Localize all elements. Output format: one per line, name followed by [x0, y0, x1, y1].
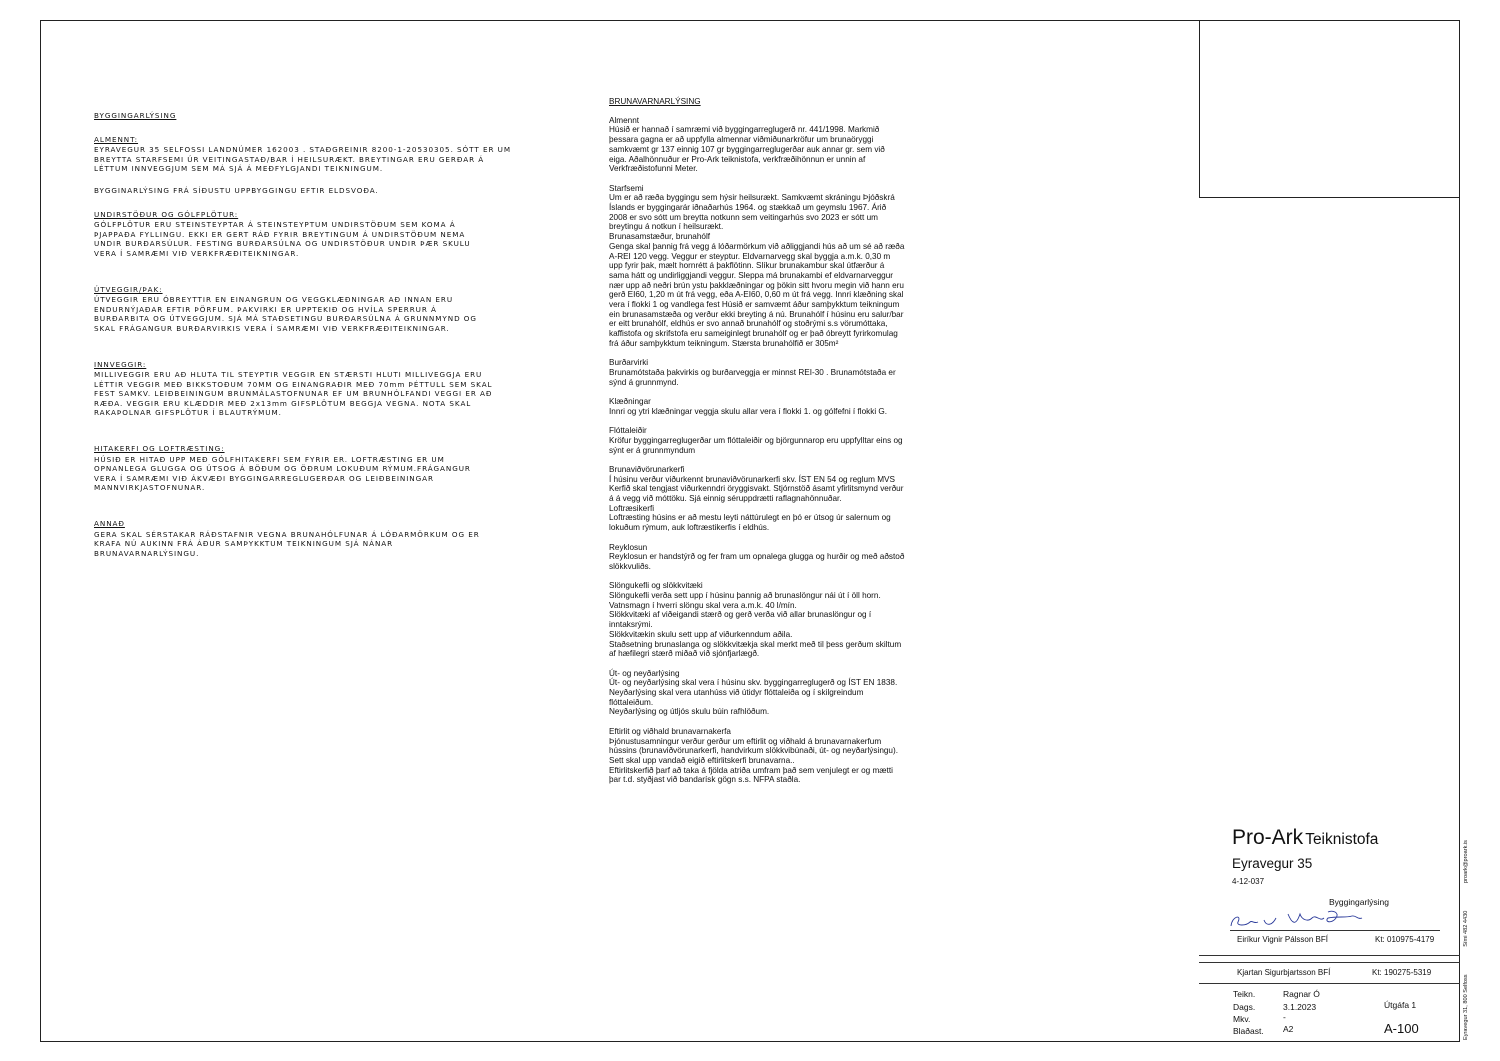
fire-section-title: Brunaviðvörunarkerfi: [609, 464, 685, 474]
section-heading: ALMENNT:: [94, 134, 139, 144]
fire-section: [609, 426, 939, 455]
section-body: HÚSIÐ ER HITAÐ UPP MEÐ GÓLFHITAKERFI SEM FYRIR ER. LOFTRÆSTING ER UM OPNANLEGA GLUGGA OG ÚTSOG Á BÖÐUM OG ÖÐRUM LOKUÐUM RÝMUM.FRÁGANGUR VERA Í SAMRÆMI VIÐ ÁKVÆÐI BYGGINGARREGLUGERÐAR OG LEIÐBEININGAR MANNVIRKJASTOFNUNAR.: [94, 454, 471, 493]
section-heading: HITAKERFI OG LOFTRÆSTING:: [94, 444, 225, 454]
signature-text: Eiríkur Vignir Pálsson: [1228, 932, 1238, 933]
designer-2-name: Kjartan Sigurbjartsson BFÍ: [1237, 968, 1331, 977]
fire-section-title: Eftirlit og viðhald brunavarnakerfa: [609, 726, 731, 736]
divider: [1199, 955, 1460, 956]
scale-label: Mkv.: [1233, 1014, 1251, 1024]
fire-section: [609, 543, 939, 572]
section-heading: ÚTVEGGIR/ÞAK:: [94, 284, 163, 294]
divider: [1199, 962, 1460, 963]
fire-section: [609, 116, 939, 174]
fire-section: [609, 232, 939, 348]
drawn-by-value: Ragnar Ó: [1283, 989, 1320, 999]
company-name: [1232, 826, 1378, 850]
fire-section-body: Út- og neyðarlýsing skal vera í húsinu skv. byggingarreglugerð og ÍST EN 1838. Neyðarlýsing skal vera utanhúss við útidyr flóttaleiða og í skilgreindum flóttaleiðum. Neyðarlýsing og útljós skulu búin rafhlöðum.: [609, 678, 898, 717]
date-label: Dags.: [1233, 1002, 1256, 1012]
fire-section-title: Flóttaleiðir: [609, 426, 647, 436]
section-heading: UNDIRSTÖÐUR OG GÓLFPLÖTUR:: [94, 209, 239, 219]
fire-section-title: Loftræsikerfi: [609, 503, 655, 513]
fire-section-title: Út- og neyðarlýsing: [609, 668, 680, 678]
company-name-main: Pro-Ark: [1232, 826, 1304, 849]
paper-size-label: Blaðast.: [1233, 1026, 1264, 1036]
version-label: Útgáfa 1: [1384, 1000, 1417, 1010]
section-body: MILLIVEGGIR ERU AÐ HLUTA TIL STEYPTIR VEGGIR EN STÆRSTI HLUTI MILLIVEGGJA ERU LÉTTIR VEGGIR MEÐ BIKKSTOÐUM 70MM OG EINANGRAÐIR MEÐ 70mm ÞÉTTULL SEM SKAL FEST SAMKV. LEIÐBEININGUM BRUNMÁLASTOFNUNAR EF UM BRUNHÓLFANDI VEGGI ER AÐ RÆÐA. VEGGIR ERU KLÆDDIR MEÐ 2x13mm GIFSPLÖTUM BEGGJA VEGNA. NOTA SKAL RAKAÞOLNAR GIFSPLÖTUR Í BLAUTRÝMUM.: [94, 370, 493, 418]
fire-section: [609, 669, 939, 718]
fire-section-body: Loftræsting húsins er að mestu leyti náttúrulegt en þó er útsog úr salernum og lokuðum rýmum, auk loftræstikerfis í eldhús.: [609, 513, 891, 533]
fire-section: [609, 184, 939, 233]
fire-section: [609, 465, 939, 504]
sheet-number: A-100: [1384, 1021, 1419, 1036]
fire-section-title: Almennt: [609, 115, 640, 125]
fire-section-body: Reyklosun er handstýrð og fer fram um opnalega glugga og hurðir og með aðstoð slökkvuliðs.: [609, 552, 905, 571]
section-body: GÓLFPLÖTUR ERU STEINSTEYPTAR Á STEINSTEYPTUM UNDIRSTÖÐUM SEM KOMA Á ÞJAPPAÐA FYLLINGU. EKKI ER GERT RÁÐ FYRIR BREYTINGUM Á UNDIRSTÖÐUM NEMA UNDIR BURÐARSÚLUR. FESTING BURÐARSÚLNA OG UNDIRSTÖÐUR UNDIR ÞÆR SKULU VERA Í SAMRÆMI VIÐ VERKFRÆÐITEIKNINGAR.: [94, 220, 471, 258]
fire-section-body: Húsið er hannað í samræmi við byggingarreglugerð nr. 441/1998. Markmið þessara gagna er að uppfylla almennar viðmiðunarkröfur um brunaöryggi samkvæmt gr 137 einnig 107 gr byggingarreglugerðar auk annar gr. sem við eiga. Aðalhönnuður er Pro-Ark teiknistofa, verkfræðihönnun er unnin af Verkfræðistofunni Meter.: [609, 125, 885, 174]
fire-section-body: Í húsinu verður viðurkennt brunaviðvörunarkerfi skv. ÍST EN 54 og reglum MVS Kerfið skal tengjast viðurkenndri öryggisvakt. Stjórnstöð ásamt yfirlitsmynd verður á á vegg við móttöku. Sjá einnig séruppdrætti raflagnahönnuðar.: [609, 474, 904, 504]
fire-section-body: Kröfur byggingarreglugerðar um flóttaleiðir og björgunnarop eru uppfylltar eins og sýnt er á grunnmyndum: [609, 435, 903, 455]
divider: [1199, 983, 1460, 984]
fire-section-body: Slöngukefli verða sett upp í húsinu þannig að brunaslöngur nái út í öll horn. Vatnsmagn í hverri slöngu skal vera a.m.k. 40 l/mín. Slökkvitæki af viðeigandi stærð og gerð verða við allar brunaslöngur og í inntaksrými. Slökkvitækin skulu sett upp af viðurkenndum aðila. Staðsetning brunaslanga og slökkvitækja skal merkt með til þess gerðum skiltum af hæfilegri stærð miðað við sjónfjarlægð.: [609, 591, 902, 659]
paper-size-value: A2: [1283, 1024, 1294, 1034]
building-description-title: BYGGINGARLÝSING: [94, 111, 177, 120]
divider: [1230, 930, 1440, 931]
fire-section: [609, 397, 939, 416]
company-email: proark@proark.is: [1463, 840, 1469, 883]
building-description: [94, 111, 524, 558]
fire-safety-description: [609, 97, 939, 795]
date-value: 3.1.2023: [1283, 1002, 1317, 1012]
section-body: ÚTVEGGIR ERU ÓBREYTTIR EN EINANGRUN OG VEGGKLÆÐNINGAR AÐ INNAN ERU ENDURNÝJAÐAR EFTIR ÞÖRFUM. ÞAKVIRKI ER UPPTEKIÐ OG HVÍLA SPERRUR Á BURÐARBITA OG ÚTVEGGJUM. SJÁ MÁ STAÐSETINGU BURÐARSÚLNA Á GRUNNMYND OG SKAL FRÁGANGUR BURÐARVIRKIS VERA Í SAMRÆMI VIÐ VERKFRÆÐITEIKNINGAR.: [94, 295, 477, 333]
project-name: Eyravegur 35: [1232, 856, 1313, 871]
scale-value: -: [1283, 1012, 1286, 1022]
fire-section-body: Innri og ytri klæðningar veggja skulu allar vera í flokki 1. og gólfefni í flokki G.: [609, 406, 888, 416]
company-address: Eyravegur 31, 800 Selfoss: [1463, 974, 1469, 1040]
fire-section-body: Gengа skal þannig frá vegg á lóðarmörkum við aðliggjandi hús að um sé að ræða A-REI 120 vegg. Veggur er steyptur. Eldvarnarvegg skal byggja a.m.k. 0,30 m upp fyrir þak, mælt hornrétt á þakflötinn. Slíkur brunakambur skal útfærður á sama hátt og undirliggjandi veggur. Sleppa má brunakambi ef eldvarnarveggur nær upp að neðri brún ystu þakklæðningar og þökin sitt hvoru megin við hann eru gerð EI60, 1,20 m út frá vegg, eða A-EI60, 0,60 m út frá vegg. Innri klæðning skal vera í flokki 1 og vandlega fest Húsið er samvæmt áður samþykktum teikningum ein brunasamstæða og verður ekki breyting á nú. Brunahólf í húsinu eru salur/bar er eitt brunahólf, eldhús er svo annað brunahólf og stoðrými s.s vörumóttaka, kaffistofa og skrifstofa eru sameiginlegt brunahólf og er það óbreytt fyrirkomulag frá áður samþykktum teikningum. Stærsta brunahólfið er 305m²: [609, 241, 905, 348]
company-name-sub: Teiknistofa: [1305, 831, 1379, 848]
fire-section-body: Þjónustusamningur verður gerður um eftirlit og viðhald á brunavarnakerfum hússins (brunaviðvörunarkerfi, handvirkum slökkvibúnaði, út- og neyðarlýsingu). Sett skal upp vandað eigið eftirlitskerfi brunavarna.. Eftirlitskerfið þarf að taka á fjölda atriða umfram það sem venjulegt er og mætti þar t.d. styðjast við bandarísk gögn s.s. NFPA staðla.: [609, 736, 898, 785]
fire-section: [609, 504, 939, 533]
section-heading: ANNAÐ: [94, 519, 125, 529]
designer-1-kt: Kt: 010975-4179: [1375, 935, 1435, 944]
fire-section-body: Brunamótstaða þakvirkis og burðarveggja er minnst REI-30 . Brunamótstaða er sýnd á grunnmynd.: [609, 367, 896, 387]
designer-1-name: Eiríkur Vignir Pálsson BFÍ: [1237, 935, 1328, 944]
fire-section-title: Burðarvirki: [609, 358, 649, 368]
fire-section-body: Um er að ræða byggingu sem hýsir heilsurækt. Samkvæmt skráningu Þjóðskrá Íslands er byggingarár iðnaðarhús 1964. og stækkað um geymslu 1967. Árið 2008 er svo sótt um breytta notkunn sem veitingarhús svo 2023 er sótt um breytingu á notkun í heilsurækt.: [609, 193, 895, 232]
stamp-box: [1199, 20, 1460, 198]
fire-section: [609, 727, 939, 785]
fire-section-title: Slöngukefli og slökkvitæki: [609, 581, 703, 591]
company-contact: [1463, 840, 1469, 1040]
section-heading: INNVEGGIR:: [94, 359, 147, 369]
designer-2-kt: Kt: 190275-5319: [1372, 968, 1432, 977]
drawing-title: Byggingarlýsing: [1329, 897, 1390, 907]
fire-section: [609, 581, 939, 659]
fire-safety-title: BRUNAVARNARLÝSING: [609, 97, 701, 106]
fire-section: [609, 358, 939, 387]
fire-section-title: Brunasamstæður, brunahólf: [609, 232, 711, 242]
drawn-by-label: Teikn.: [1233, 989, 1256, 999]
section-body: EYRAVEGUR 35 SELFOSSI LANDNÚMER 162003 . STAÐGREINIR 8200-1-20530305. SÓTT ER UM BREYTTA STARFSEMI ÚR VEITINGASTAÐ/BAR Í HEILSURÆKT. BREYTINGAR ERU GERÐAR Á LÉTTUM INNVEGGJUM SEM MÁ SJÁ Á MEÐFYLGJANDI TEIKNINGUM.: [94, 145, 511, 174]
section-body: BYGGINARLÝSING FRÁ SÍÐUSTU UPPBYGGINGU EFTIR ELDSVOÐA.: [94, 185, 379, 195]
fire-section-title: Reyklosun: [609, 542, 648, 552]
company-phone: Sími 482 4430: [1463, 910, 1469, 947]
fire-section-title: Klæðningar: [609, 397, 651, 407]
project-number: 4-12-037: [1232, 877, 1265, 886]
section-body: GERA SKAL SÉRSTAKAR RÁÐSTAFNIR VEGNA BRUNAHÓLFUNAR Á LÓÐARMÖRKUM OG ER KRAFA NÚ AUKINN FRÁ ÁÐUR SAMÞYKKTUM TEIKNINGUM SJÁ NÁNAR BRUNAVARNARLÝSINGU.: [94, 529, 480, 558]
fire-section-title: Starfsemi: [609, 183, 644, 193]
